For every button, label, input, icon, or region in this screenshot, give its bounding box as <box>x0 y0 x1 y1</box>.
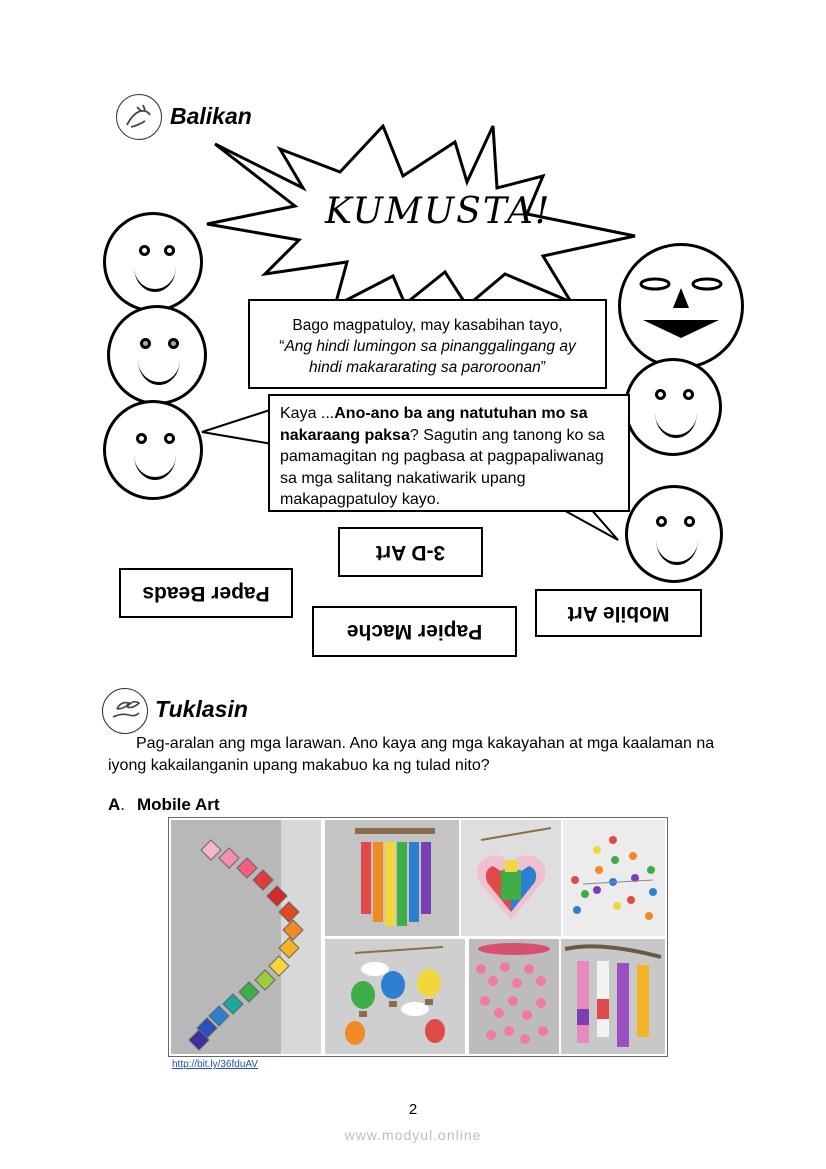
item-dot: . <box>120 795 126 814</box>
watermark: www.modyul.online <box>344 1127 482 1143</box>
photo-rainbow-origami-mobile <box>171 820 321 1054</box>
tuklasin-title: Tuklasin <box>155 696 248 722</box>
photo-paper-crane-branch-mobile <box>561 939 665 1054</box>
question-rest: ? Sagutin ang tanong ko sa pamamagitan ng pagbasa at pagpapaliwanag sa mga salitang nakatiwarik upang makapagpatuloy kayo. <box>280 426 605 508</box>
balikan-title: Balikan <box>170 103 252 129</box>
mobile-art-collage <box>168 817 668 1057</box>
photo-bead-strings-mobile <box>563 820 665 936</box>
saying-intro: Bago magpatuloy, may kasabihan tayo, <box>292 317 563 334</box>
photo-rainbow-heart-mobile <box>461 820 561 936</box>
item-letter: A <box>108 795 121 814</box>
speech-bubble-question <box>268 394 630 512</box>
item-title: Mobile Art <box>137 795 220 814</box>
photo-hot-air-balloon-mobile <box>325 939 465 1054</box>
item-heading <box>108 795 220 815</box>
tuklasin-icon <box>102 688 148 734</box>
upside-down-word-paper-beads: Paper Beads <box>119 568 293 618</box>
upside-down-word-papier-mache: Papier Mache <box>312 606 517 657</box>
saying-quote: “Ang hindi lumingon sa pinanggalingang ay hindi makararating sa paroroonan” <box>279 338 576 376</box>
question-bold: Ano-ano ba ang natutuhan mo sa nakaraang paksa <box>280 405 588 444</box>
question-lead: Kaya ... <box>280 405 335 422</box>
upside-down-word-mobile-art: Mobile Art <box>535 589 702 637</box>
tuklasin-paragraph: Pag-aralan ang mga larawan. Ano kaya ang mga kakayahan at mga kaalaman na iyong kakailanganin upang makabuo ka ng tulad nito? <box>108 735 715 774</box>
upside-down-word-3d-art: 3-D Art <box>338 527 483 577</box>
photo-shell-chime-mobile <box>325 820 459 936</box>
page-number: 2 <box>408 1101 418 1118</box>
source-link[interactable]: http://bit.ly/36fduAV <box>172 1059 258 1070</box>
photo-pink-hearts-mobile <box>469 939 559 1054</box>
kumusta-text: KUMUSTA! <box>325 191 552 232</box>
speech-bubble-saying <box>248 299 607 389</box>
